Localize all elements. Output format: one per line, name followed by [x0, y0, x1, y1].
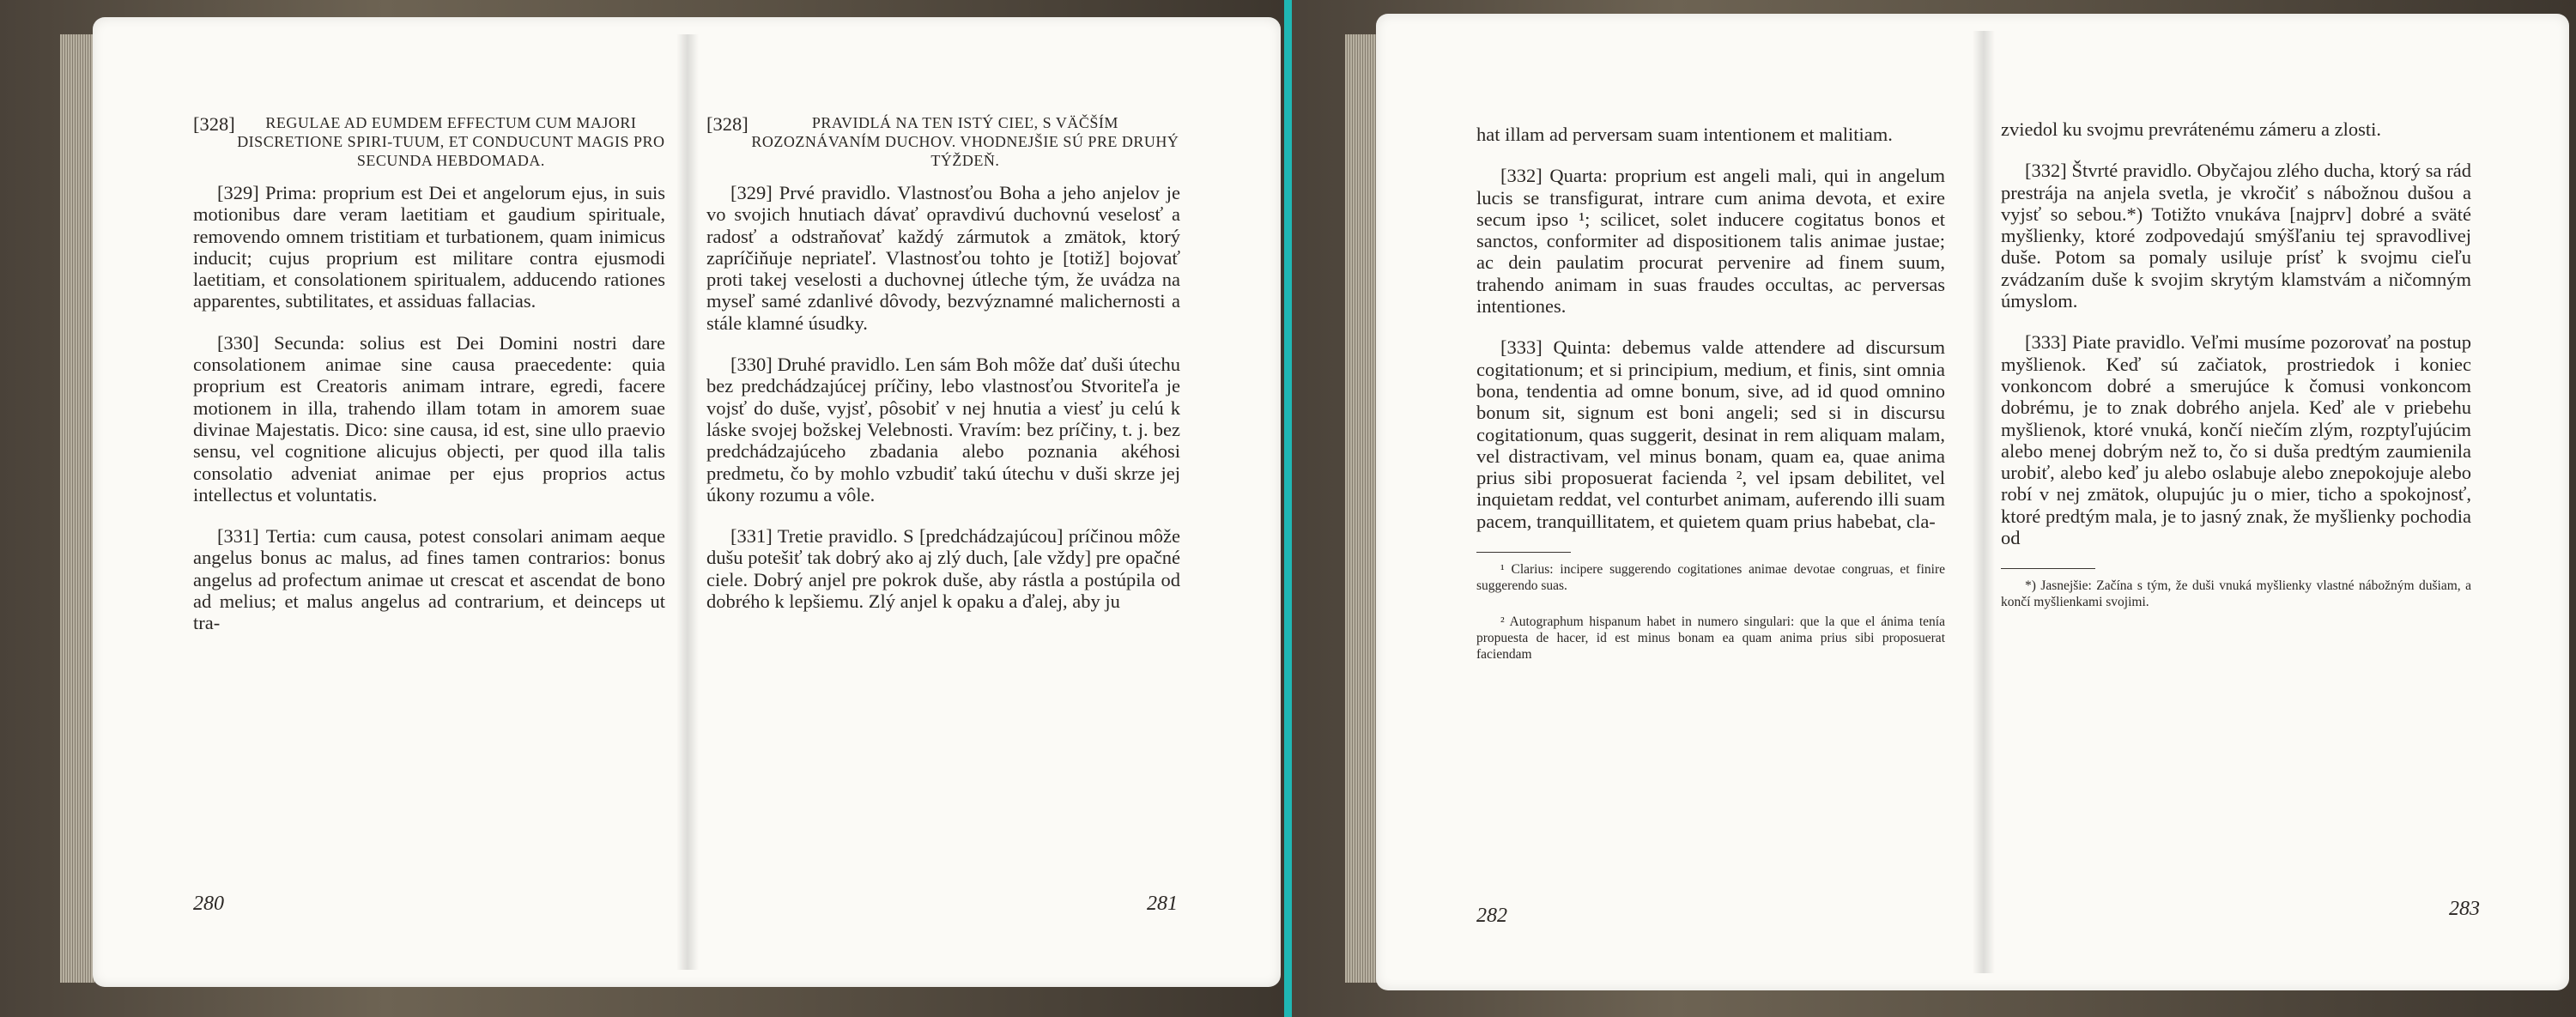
- paragraph: [330] Secunda: solius est Dei Domini nostri dare consolationem animae sine causa praecedente: quia proprium est Creatoris animam intrare, egredi, facere motionem in illa, trahendo illam totam in amorem suae divinae Majestatis. Dico: sine causa, id est, sine ullo praevio sensu, vel cognitione alicujus objecti, per quod illa talis consolatio adveniat animae per ejus proprios actus intellectus et voluntatis.: [193, 331, 665, 505]
- paragraph: [331] Tertia: cum causa, potest consolari animam aeque angelus bonus ac malus, ad fines tamen contrarios: bonus angelus ad profectum animae ut crescat et ascendat de bono ad melius; et malus angelus ad contrarium, et deinceps ut tra-: [193, 525, 665, 634]
- page-spread-right: [1376, 14, 2569, 990]
- paragraph: [330] Druhé pravidlo. Len sám Boh môže dať duši útechu bez predchádzajúcej príčiny, lebo vlastnosťou Stvoriteľa je vojsť do duše, vyjsť, pôsobiť v nej hnutia a viesť ju celú k láske svojej božskej Velebnosti. Vravím: bez príčiny, t. j. bez predchádzajúceho zbadania alebo poznania akéhosi predmetu, čo by mohlo vzbudiť takú útechu v duši skrze jej úkony rozumu a vôle.: [706, 354, 1180, 505]
- footnote: *) Jasnejšie: Začína s tým, že duši vnuká myšlienky vlastné nábožným dušiam, a končí myšlienkami svojimi.: [2001, 578, 2471, 610]
- section-number: [328]: [706, 113, 749, 135]
- page-edges: [1345, 34, 1379, 983]
- page-number: 282: [1476, 905, 1507, 927]
- footnote: ¹ Clarius: incipere suggerendo cogitationes animae devotae congruas, et finire suggerendo suas.: [1476, 562, 1945, 594]
- paragraph: [329] Prvé pravidlo. Vlastnosťou Boha a jeho anjelov je vo svojich hnutiach dávať opravdivú duchovnú veselosť a radosť a odstraňovať každý zármutok a zmätok, ktorý zapríčiňuje nepriateľ. Vlastnosťou tohto je [totiž] bojovať proti takej veselosti a duchovnej útleche tým, že uvádza na myseľ samé zdanlivé dôvody, bezvýznamné malichernosti a stále klamné úsudky.: [706, 182, 1180, 334]
- page-281-column: [706, 113, 1180, 632]
- page-283-column: [2001, 118, 2471, 630]
- section-number: [328]: [193, 113, 235, 135]
- right-scan: [1292, 0, 2576, 1017]
- left-scan: [0, 0, 1284, 1017]
- page-282-column: [1476, 124, 1945, 682]
- section-title: REGULAE AD EUMDEM EFFECTUM CUM MAJORI DISCRETIONE SPIRI-TUUM, ET CONDUCUNT MAGIS PRO SECUNDA HEBDOMADA.: [237, 114, 665, 169]
- page-number: 280: [193, 893, 224, 915]
- section-heading: [193, 113, 665, 170]
- section-title: PRAVIDLÁ NA TEN ISTÝ CIEĽ, S VÄČŠÍM ROZOZNÁVANÍM DUCHOV. VHODNEJŠIE SÚ PRE DRUHÝ TÝŽDEŇ.: [751, 114, 1179, 169]
- page-edges: [60, 34, 94, 983]
- page-number: 283: [2449, 898, 2480, 920]
- footnote-rule: [1476, 552, 1571, 553]
- paragraph: [331] Tretie pravidlo. S [predchádzajúcou] príčinou môže dušu potešiť tak dobrý ako aj zlý duch, [ale vždy] pre opačné ciele. Dobrý anjel pre pokrok duše, aby rástla a postúpila od dobrého k lepšiemu. Zlý anjel k opaku a ďalej, aby ju: [706, 525, 1180, 613]
- page-spread-left: [93, 17, 1281, 987]
- footnote-rule: [2001, 568, 2095, 569]
- paragraph: [329] Prima: proprium est Dei et angelorum ejus, in suis motionibus dare veram laetitiam et gaudium spirituale, removendo omnem tristitiam et turbationem, quam inimicus inducit; cujus proprium est militare contra ejusmodi laetitiam, et consolationem spiritualem, adducendo rationes apparentes, subtilitates, et assiduas fallacias.: [193, 182, 665, 312]
- paragraph: [332] Quarta: proprium est angeli mali, qui in angelum lucis se transfigurat, intrare cum anima devota, et exire secum ipso ¹; scilicet, solet inducere cogitatus bonos et sanctos, conformiter ad dispositionem talis animae justae; ac dein paulatim procurat pervenire ad finem suum, trahendo animam in suas fraudes occultas, ac perversas intentiones.: [1476, 165, 1945, 318]
- paragraph: [333] Quinta: debemus valde attendere ad discursum cogitationum; et si principium, medium, et finis, sint omnia bona, tendentia ad omne bonum, sive, ad id quod omnino bonum sit, signum est boni angeli; sed si in discursu cogitationum, quas suggerit, desinat in rem aliquam malam, vel distractivam, vel minus bonam, quam ea, quae anima prius sibi proposuerat facienda ², vel ipsam debilitet, vel inquietam reddat, vel conturbet animam, auferendo illi suam pacem, tranquillitatem, et quietem quam prius habebat, cla-: [1476, 336, 1945, 532]
- page-280-column: [193, 113, 665, 654]
- paragraph: hat illam ad perversam suam intentionem et malitiam.: [1476, 124, 1893, 145]
- paragraph: [333] Piate pravidlo. Veľmi musíme pozorovať na postup myšlienok. Keď sú začiatok, prostriedok i koniec vonkoncom dobré a smerujúce k čomusi vonkoncom dobrému, je to znak dobrého anjela. Keď ale v priebehu myšlienok, ktoré vnuká, končí niečím zlým, rozptyľujúcim alebo menej dobrým než to, čo si duša predtým zaumienila urobiť, alebo keď ju alebo oslabuje alebo znepokojuje alebo robí v nej zmätok, olupujúc ju o mier, ticho a spokojnosť, ktoré predtým mala, je to jasný znak, že myšlienky pochodia od: [2001, 331, 2471, 549]
- gutter: [676, 34, 699, 970]
- gutter: [1973, 31, 1995, 973]
- section-heading: [706, 113, 1180, 170]
- page-number: 281: [1147, 893, 1178, 915]
- paragraph: zviedol ku svojmu prevrátenému zámeru a zlosti.: [2001, 118, 2381, 140]
- footnote: ² Autographum hispanum habet in numero singulari: que la que el ánima tenía propuesta de hacer, id est minus bonam ea quam anima prius sibi proposuerat faciendam: [1476, 614, 1945, 663]
- paragraph: [332] Štvrté pravidlo. Obyčajou zlého ducha, ktorý sa rád prestrája na anjela svetla, je vkročiť s nábožnou dušou a vyjsť so sebou.*) Totižto vnukáva [najprv] dobré a sväté myšlienky, ktoré zodpovedajú smýšľaniu tej spravodlivej duše. Potom sa pomaly usiluje prísť k svojmu cieľu zvádzaním duše k svojim skrytým klamstvám a ničomným úmyslom.: [2001, 160, 2471, 312]
